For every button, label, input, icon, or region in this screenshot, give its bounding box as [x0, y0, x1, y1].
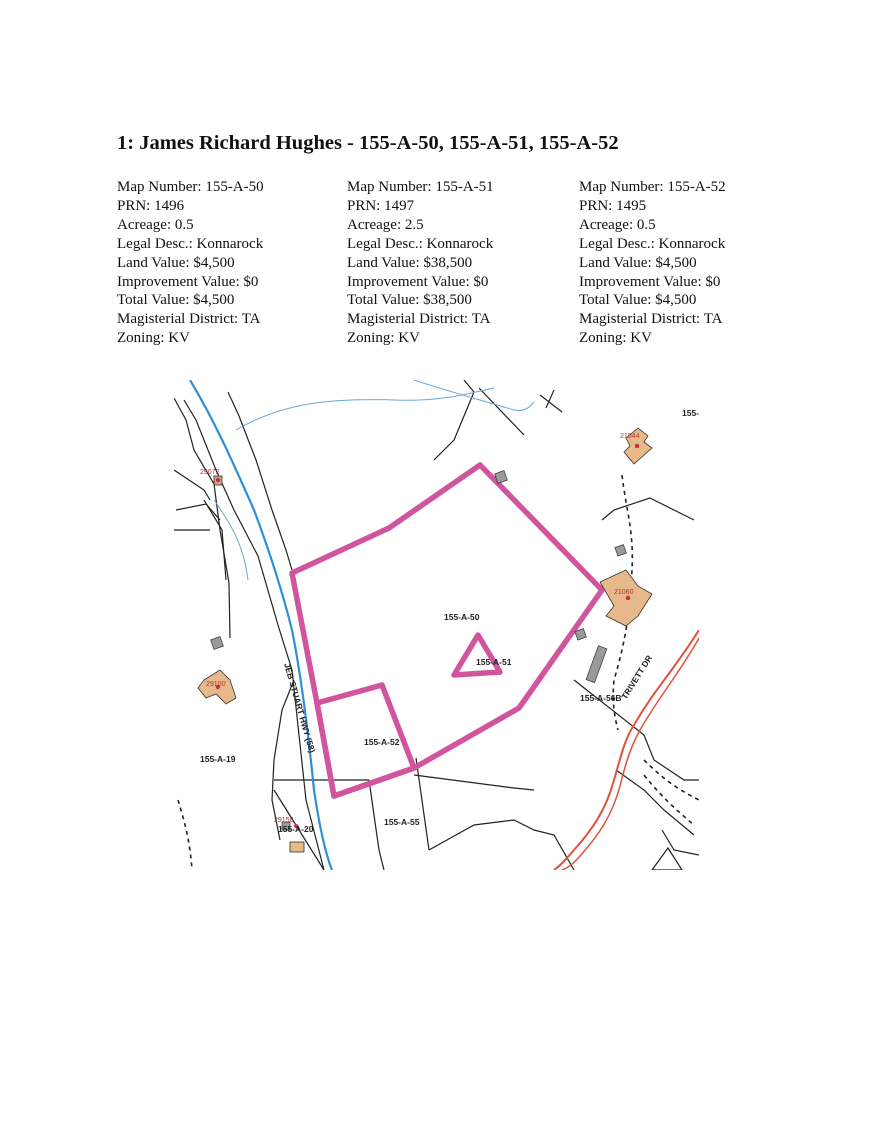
dashed-lines	[178, 475, 699, 870]
address-21044: 21044	[620, 433, 640, 440]
label-155-a-50: 155-A-50	[444, 612, 480, 622]
building-29158	[290, 842, 304, 852]
parcel-info-155-a-50	[117, 178, 264, 348]
parcel-info-155-a-52	[579, 178, 726, 348]
page-title: 1: James Richard Hughes - 155-A-50, 155-A-51, 155-A-52	[117, 132, 619, 154]
parcel-map	[174, 380, 699, 870]
magisterial-district: Magisterial District: TA	[117, 311, 261, 328]
parcel-lines	[174, 380, 699, 870]
parcel-info-155-a-51	[347, 178, 494, 348]
acreage: Acreage: 0.5	[117, 216, 194, 233]
zoning: Zoning: KV	[117, 330, 190, 347]
land-value: Land Value: $4,500	[117, 254, 235, 271]
acreage: Acreage: 0.5	[579, 216, 656, 233]
subject-parcels	[292, 465, 602, 796]
improvement-value: Improvement Value: $0	[347, 273, 489, 290]
total-value: Total Value: $38,500	[347, 292, 472, 309]
total-value: Total Value: $4,500	[117, 292, 235, 309]
address-29158: 29158	[274, 817, 294, 824]
label-jeb-stuart-hwy: JEB STUART HWY (58)	[282, 661, 318, 754]
prn: PRN: 1496	[117, 197, 185, 214]
legal-description: Legal Desc.: Konnarock	[117, 235, 264, 252]
label-155-a-55: 155-A-55	[384, 817, 420, 827]
address-29100: 29100	[206, 681, 226, 688]
address-21060: 21060	[614, 589, 634, 596]
magisterial-district: Magisterial District: TA	[347, 311, 491, 328]
legal-description: Legal Desc.: Konnarock	[347, 235, 494, 252]
magisterial-district: Magisterial District: TA	[579, 311, 723, 328]
label-155-a-56b: 155-A-56B	[580, 693, 622, 703]
improvement-value: Improvement Value: $0	[579, 273, 721, 290]
improvement-value: Improvement Value: $0	[117, 273, 259, 290]
prn: PRN: 1495	[579, 197, 647, 214]
parcel-155-a-51	[454, 635, 500, 675]
zoning: Zoning: KV	[347, 330, 420, 347]
legal-description: Legal Desc.: Konnarock	[579, 235, 726, 252]
land-value: Land Value: $38,500	[347, 254, 473, 271]
label-155-top-right: 155-	[682, 408, 699, 418]
label-155-a-51: 155-A-51	[476, 657, 512, 667]
trivett-road	[554, 630, 699, 870]
label-155-a-52: 155-A-52	[364, 737, 400, 747]
map-number: Map Number: 155-A-50	[117, 179, 264, 195]
acreage: Acreage: 2.5	[347, 216, 424, 233]
prn: PRN: 1497	[347, 197, 415, 214]
label-155-a-20: 155-A-20	[278, 824, 314, 834]
land-value: Land Value: $4,500	[579, 254, 697, 271]
map-number: Map Number: 155-A-52	[579, 179, 726, 195]
address-29072: 29072	[200, 469, 220, 476]
map-number: Map Number: 155-A-51	[347, 179, 494, 195]
label-trivett-dr: TRIVETT DR	[619, 653, 655, 702]
total-value: Total Value: $4,500	[579, 292, 697, 309]
zoning: Zoning: KV	[579, 330, 652, 347]
label-155-a-19: 155-A-19	[200, 754, 236, 764]
highway-stream	[190, 380, 332, 870]
parcel-155-a-50	[292, 465, 602, 796]
